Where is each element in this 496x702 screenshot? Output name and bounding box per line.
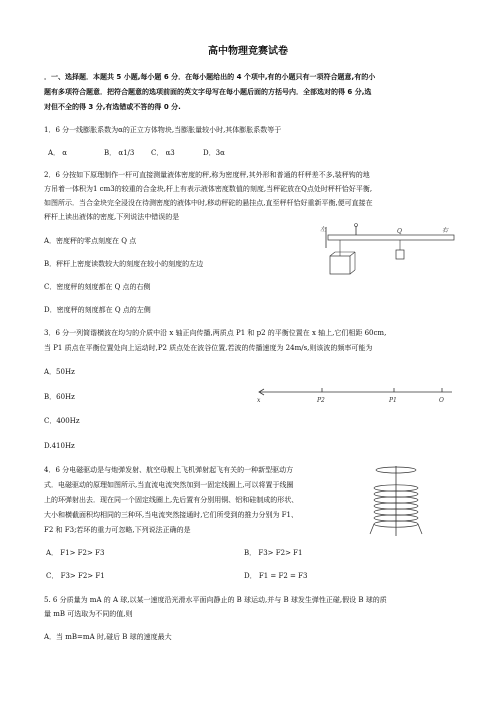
q2-line-3: 如图所示．当合金块完全浸没在待测密度的液体中时,移动秤砣的悬挂点,直至秤杆恰好重新平衡,便可直接在 (44, 199, 373, 207)
q1-option-a: A． α (48, 149, 68, 157)
q1-stem: 1．6 分一线膨胀系数为α的正立方体物块,当膨胀量较小时,其体膨胀系数等于 (44, 126, 282, 134)
section-instruction-line-3: 对但不全的得 3 分,有选错或不答的得 0 分. (44, 103, 181, 111)
page-title: 高中物理竞赛试卷 (208, 46, 288, 57)
steelyard-right-label: 右 (442, 227, 449, 234)
coil-figure (368, 462, 424, 540)
q2-line-4: 秤杆上读出液体的密度,下列说法中错误的是 (44, 213, 180, 221)
steelyard-figure (320, 222, 465, 292)
q2-option-b: B．秤杆上密度读数较大的刻度在较小的刻度的左边 (44, 260, 204, 268)
q4-line-5: F2 和 F3;若环的重力可忽略,下列说法正确的是 (44, 526, 191, 534)
q3-line-2: 当 P1 质点在平衡位置处向上运动时,P2 质点处在波谷位置,若波的传播速度为 24m/s,则该波的频率可能为 (44, 344, 373, 352)
steelyard-q-label: Q (397, 228, 402, 235)
q1-option-d: D．3α (203, 149, 225, 157)
q3-option-b: B．60Hz (44, 393, 75, 401)
steelyard-left-label: 左 (320, 226, 327, 233)
wave-x-label: x (257, 397, 261, 404)
q4-line-1: 4．6 分电磁驱动是与炮弹发射、航空母舰上飞机弹射起飞有关的一种新型驱动方 (44, 466, 294, 474)
q3-option-c: C．400Hz (44, 417, 80, 425)
q2-option-a: A．密度秤的零点刻度在 Q 点 (44, 237, 137, 245)
q1-option-c: C． α3 (151, 149, 175, 157)
wave-axis-figure (252, 382, 462, 408)
q3-line-1: 3．6 分一列简谐横波在均匀的介质中沿 x 轴正向传播,两质点 P1 和 p2 的平衡位置在 x 轴上,它们相距 60cm, (44, 329, 387, 337)
wave-origin-label: O (439, 397, 444, 404)
section-instruction-line-1: ．一、选择题．本题共 5 小题,每小题 6 分．在每小题给出的 4 个项中,有的小题只有一项符合题意,有的小 (44, 73, 376, 81)
section-instruction-line-2: 题有多项符合题意．把符合题意的选项前面的英文字母写在每小题后面的方括号内．全部选对的得 6 分,选 (44, 88, 372, 96)
q1-option-b: B． α1/3 (104, 149, 135, 157)
q4-option-b: B． F3> F2> F1 (244, 549, 303, 557)
q5-option-a: A．当 mB=mA 时,碰后 B 球的速度最大 (44, 633, 172, 641)
wave-p2-label: P2 (317, 397, 325, 404)
q5-line-2: 量 mB 可选取为不同的值,则 (44, 610, 133, 618)
q4-line-2: 式．电磁驱动的原理如图所示,当直流电流突然加到一固定线圈上,可以将置于线圈 (44, 481, 294, 489)
q2-line-1: 2．6 分按如下原理制作一杆可直接测量液体密度的秤,称为密度秤,其外形和普通的杆秤差不多,装秤钩的地 (44, 171, 370, 179)
q3-option-a: A．50Hz (44, 368, 75, 376)
q4-option-a: A． F1> F2> F3 (46, 549, 105, 557)
q3-option-d: D.410Hz (44, 442, 75, 450)
q4-option-c: C． F3> F2> F1 (46, 572, 105, 580)
q2-option-d: D．密度秤的刻度都在 Q 点的左侧 (44, 306, 151, 314)
q4-option-d: D． F1 = F2 = F3 (244, 572, 308, 580)
q4-line-3: 上的环弹射出去．现在同一个固定线圈上,先后置有分别用铜、铝和硅制成的形状、 (44, 496, 299, 504)
q4-line-4: 大小和横截面积均相同的三种环,当电流突然接通时,它们所受到的推力分别为 F1、 (44, 511, 298, 519)
q2-option-c: C．密度秤的刻度都在 Q 点的右侧 (44, 283, 151, 291)
wave-p1-label: P1 (389, 397, 397, 404)
q5-line-1: 5. 6 分质量为 mA 的 A 球,以某一速度沿光滑水平面向静止的 B 球运动,并与 B 球发生弹性正碰,假设 B 球的质 (44, 596, 387, 604)
q2-line-2: 方吊着一体积为1 cm3的较重的合金块,杆上有表示液体密度数值的刻度,当秤砣放在Q点处时秤杆恰好平衡, (44, 185, 373, 193)
